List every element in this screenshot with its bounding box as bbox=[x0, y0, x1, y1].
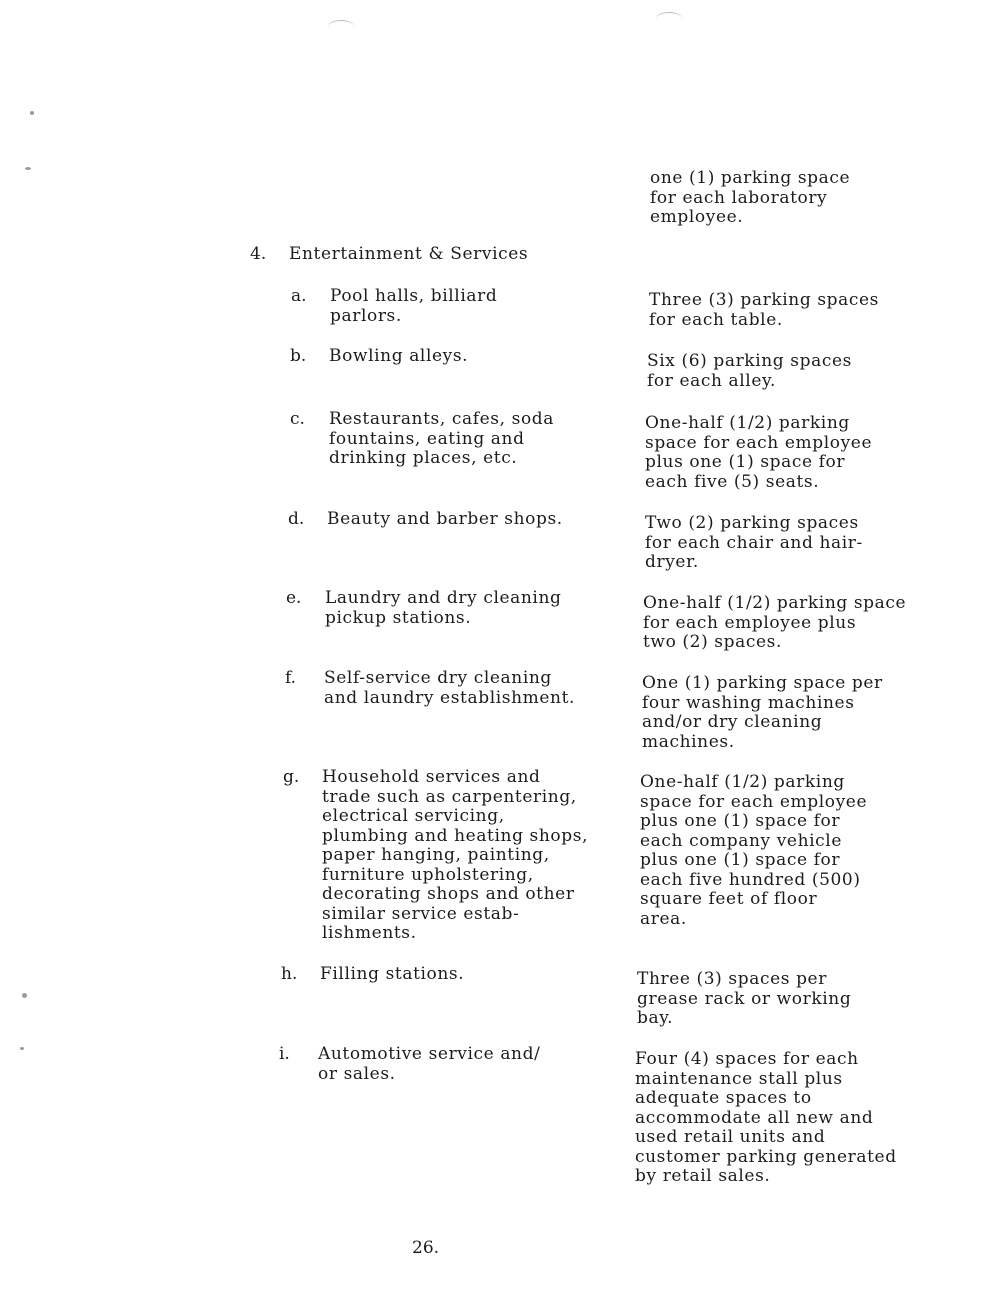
continuation-requirement: one (1) parking space for each laboratory employee. bbox=[650, 168, 851, 227]
scan-speck bbox=[22, 993, 27, 998]
item-use: Household services and trade such as carpentering, electrical servicing, plumbing and heating shops, paper hanging, painting, furniture upholstering, decorating shops and other similar service estab- lishments. bbox=[322, 767, 589, 943]
section-number: 4. bbox=[250, 244, 267, 264]
item-letter: g. bbox=[283, 767, 300, 787]
item-letter: i. bbox=[279, 1044, 290, 1064]
scan-speck bbox=[25, 167, 31, 170]
punch-mark-left bbox=[328, 20, 354, 33]
item-requirement: Two (2) parking spaces for each chair and hair- dryer. bbox=[645, 513, 863, 572]
item-letter: e. bbox=[286, 588, 302, 608]
item-use: Self-service dry cleaning and laundry establishment. bbox=[324, 668, 576, 708]
item-letter: a. bbox=[291, 286, 307, 306]
item-requirement: Four (4) spaces for each maintenance stall plus adequate spaces to accommodate all new and used retail units and customer parking generated by retail sales. bbox=[635, 1049, 897, 1186]
item-requirement: Six (6) parking spaces for each alley. bbox=[647, 351, 852, 391]
section-title: Entertainment & Services bbox=[289, 244, 529, 264]
punch-mark-right bbox=[656, 12, 682, 25]
item-letter: h. bbox=[281, 964, 298, 984]
item-use: Beauty and barber shops. bbox=[327, 509, 563, 529]
item-use: Automotive service and/ or sales. bbox=[318, 1044, 541, 1084]
item-use: Filling stations. bbox=[320, 964, 465, 984]
item-requirement: One-half (1/2) parking space for each employee plus one (1) space for each company vehicle plus one (1) space for each five hundred (500) square feet of floor area. bbox=[640, 772, 868, 929]
item-requirement: Three (3) parking spaces for each table. bbox=[649, 290, 879, 330]
item-letter: c. bbox=[290, 409, 305, 429]
item-requirement: One-half (1/2) parking space for each employee plus two (2) spaces. bbox=[643, 593, 907, 652]
scan-speck bbox=[30, 111, 34, 115]
item-letter: d. bbox=[288, 509, 305, 529]
item-use: Restaurants, cafes, soda fountains, eating and drinking places, etc. bbox=[329, 409, 554, 468]
page-number: 26. bbox=[412, 1238, 440, 1258]
item-letter: b. bbox=[290, 346, 307, 366]
item-letter: f. bbox=[285, 668, 297, 688]
item-requirement: One (1) parking space per four washing machines and/or dry cleaning machines. bbox=[642, 673, 883, 752]
item-use: Pool halls, billiard parlors. bbox=[330, 286, 498, 326]
item-use: Laundry and dry cleaning pickup stations. bbox=[325, 588, 562, 628]
scan-speck bbox=[20, 1047, 24, 1050]
item-requirement: Three (3) spaces per grease rack or working bay. bbox=[637, 969, 852, 1028]
item-use: Bowling alleys. bbox=[329, 346, 469, 366]
item-requirement: One-half (1/2) parking space for each employee plus one (1) space for each five (5) seats. bbox=[645, 413, 873, 492]
